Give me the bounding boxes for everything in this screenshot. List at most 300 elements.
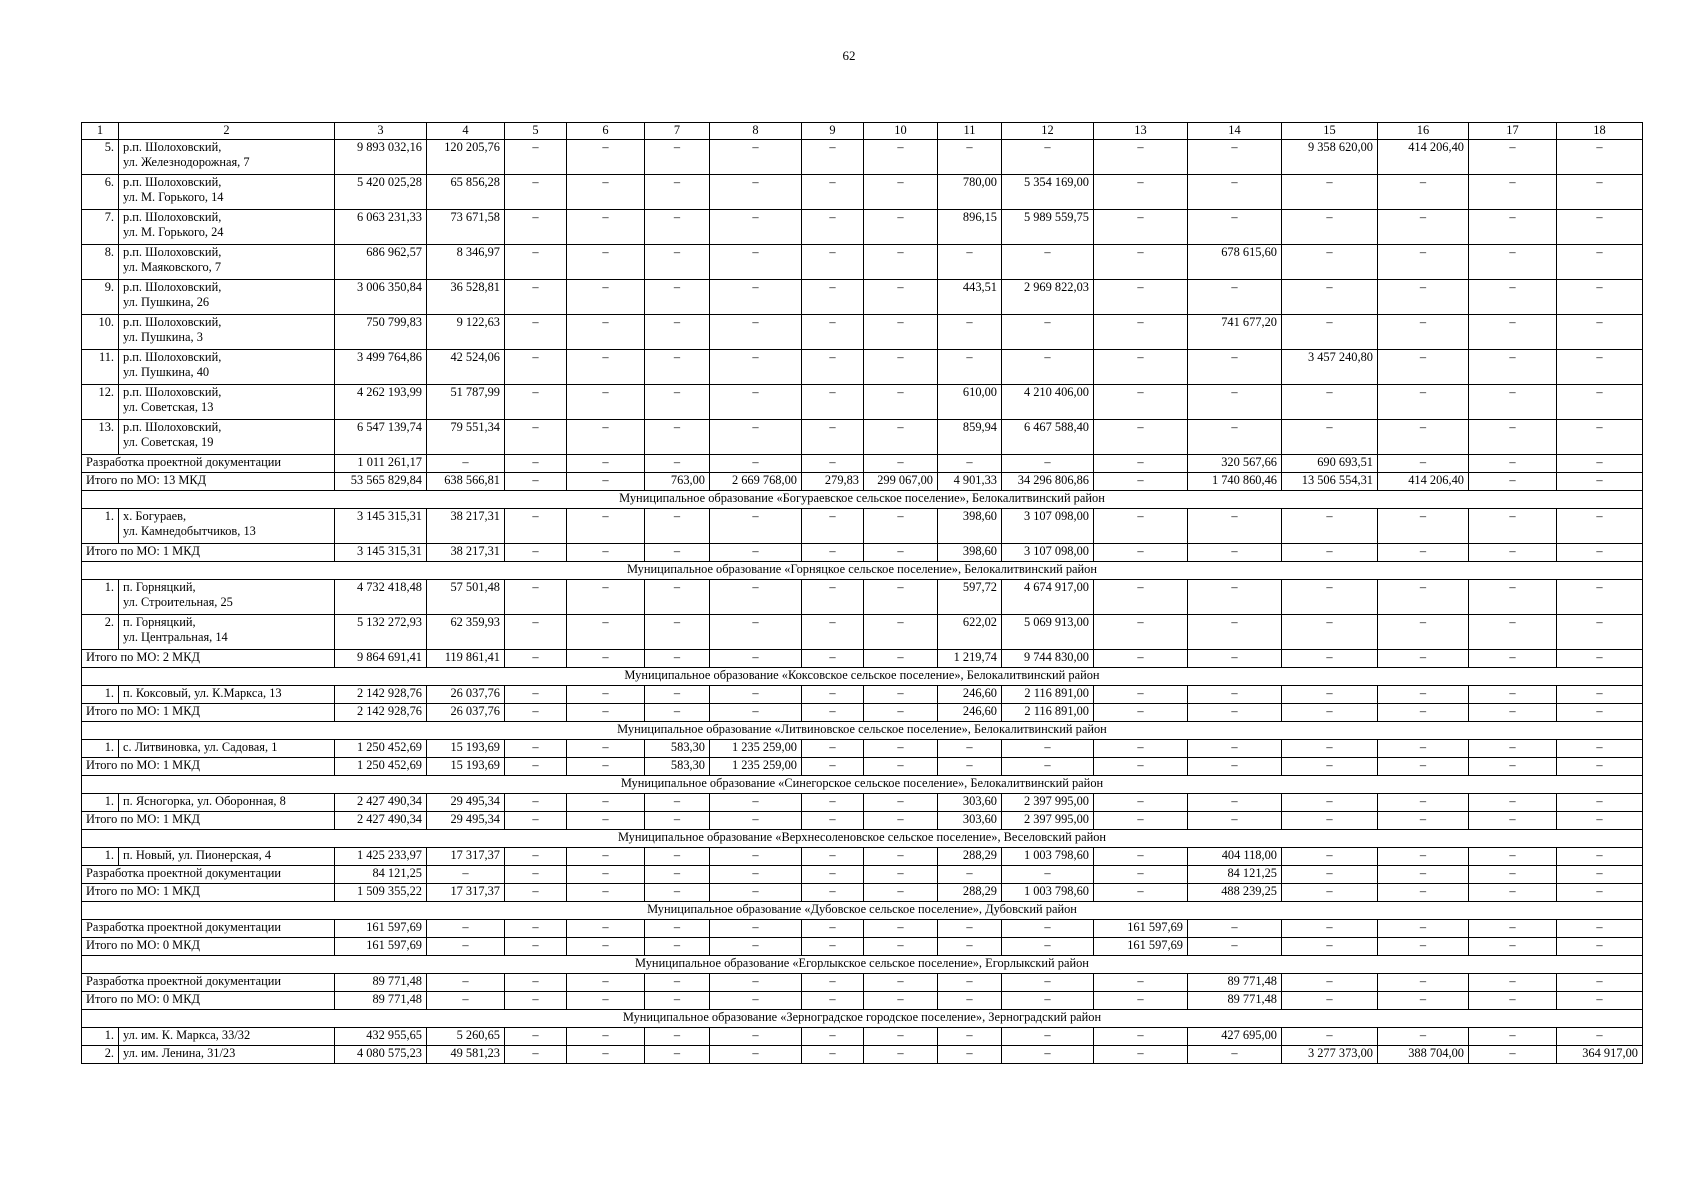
value-cell: –: [802, 758, 864, 776]
value-cell: –: [864, 884, 938, 902]
value-cell: –: [1557, 740, 1643, 758]
value-cell: –: [645, 848, 710, 866]
row-number: 1.: [82, 1028, 119, 1046]
value-cell: –: [710, 812, 802, 830]
value-cell: –: [864, 140, 938, 175]
value-cell: –: [1557, 175, 1643, 210]
value-cell: –: [1378, 1028, 1469, 1046]
value-cell: –: [567, 280, 645, 315]
value-cell: 161 597,69: [1094, 920, 1188, 938]
value-cell: 120 205,76: [427, 140, 505, 175]
section-title: Муниципальное образование «Егорлыкское сельское поселение», Егорлыкский район: [82, 956, 1643, 974]
column-header: 4: [427, 123, 505, 140]
value-cell: –: [938, 455, 1002, 473]
value-cell: –: [802, 920, 864, 938]
value-cell: –: [1094, 794, 1188, 812]
page-number: 62: [842, 48, 856, 63]
value-cell: –: [645, 509, 710, 544]
column-header: 17: [1469, 123, 1557, 140]
value-cell: –: [1378, 758, 1469, 776]
value-cell: –: [1469, 140, 1557, 175]
value-cell: –: [505, 1046, 567, 1064]
value-cell: –: [645, 385, 710, 420]
value-cell: –: [1188, 544, 1282, 562]
section-header-row: [82, 668, 1643, 686]
summary-label: Итого по МО: 1 МКД: [82, 812, 335, 830]
value-cell: –: [802, 315, 864, 350]
value-cell: –: [802, 420, 864, 455]
value-cell: 3 457 240,80: [1282, 350, 1378, 385]
value-cell: –: [1378, 280, 1469, 315]
summary-label: Итого по МО: 1 МКД: [82, 544, 335, 562]
value-cell: –: [1282, 385, 1378, 420]
value-cell: –: [802, 866, 864, 884]
value-cell: 84 121,25: [335, 866, 427, 884]
value-cell: –: [645, 650, 710, 668]
value-cell: –: [567, 920, 645, 938]
value-cell: –: [802, 812, 864, 830]
value-cell: –: [1282, 280, 1378, 315]
value-cell: –: [505, 315, 567, 350]
address-line: р.п. Шолоховский,: [123, 420, 222, 434]
value-cell: –: [1378, 544, 1469, 562]
value-cell: –: [1282, 794, 1378, 812]
value-cell: –: [938, 992, 1002, 1010]
summary-row: [82, 812, 1643, 830]
value-cell: 3 006 350,84: [335, 280, 427, 315]
value-cell: –: [938, 866, 1002, 884]
value-cell: –: [1282, 740, 1378, 758]
value-cell: –: [710, 866, 802, 884]
value-cell: –: [1188, 350, 1282, 385]
address-line: ул. Советская, 13: [123, 399, 214, 414]
value-cell: –: [1557, 812, 1643, 830]
value-cell: –: [1094, 686, 1188, 704]
value-cell: 9 864 691,41: [335, 650, 427, 668]
value-cell: –: [1188, 758, 1282, 776]
value-cell: –: [1188, 580, 1282, 615]
summary-label: Итого по МО: 13 МКД: [82, 473, 335, 491]
column-header: 5: [505, 123, 567, 140]
value-cell: –: [1094, 650, 1188, 668]
row-number: 6.: [82, 175, 119, 210]
summary-label: Разработка проектной документации: [82, 866, 335, 884]
value-cell: 398,60: [938, 509, 1002, 544]
value-cell: 6 547 139,74: [335, 420, 427, 455]
address-line: р.п. Шолоховский,: [123, 210, 222, 224]
value-cell: 2 116 891,00: [1002, 704, 1094, 722]
value-cell: 2 669 768,00: [710, 473, 802, 491]
value-cell: –: [1188, 938, 1282, 956]
value-cell: –: [1282, 866, 1378, 884]
address-cell: [119, 794, 335, 812]
value-cell: –: [802, 686, 864, 704]
value-cell: –: [802, 210, 864, 245]
value-cell: –: [802, 794, 864, 812]
value-cell: –: [427, 455, 505, 473]
value-cell: –: [567, 544, 645, 562]
value-cell: 741 677,20: [1188, 315, 1282, 350]
value-cell: –: [710, 848, 802, 866]
address-line: п. Ясногорка, ул. Оборонная, 8: [123, 794, 286, 808]
value-cell: 299 067,00: [864, 473, 938, 491]
address-cell: [119, 740, 335, 758]
address-cell: [119, 615, 335, 650]
value-cell: 2 427 490,34: [335, 812, 427, 830]
address-line: ул. Маяковского, 7: [123, 259, 222, 274]
value-cell: –: [1002, 350, 1094, 385]
value-cell: –: [710, 974, 802, 992]
value-cell: 678 615,60: [1188, 245, 1282, 280]
section-title: Муниципальное образование «Зерноградское городское поселение», Зерноградский район: [82, 1010, 1643, 1028]
value-cell: –: [645, 812, 710, 830]
value-cell: –: [802, 1028, 864, 1046]
value-cell: –: [505, 686, 567, 704]
value-cell: –: [567, 740, 645, 758]
table-row: [82, 509, 1643, 544]
value-cell: –: [1378, 920, 1469, 938]
value-cell: –: [864, 974, 938, 992]
value-cell: –: [802, 245, 864, 280]
value-cell: –: [645, 1028, 710, 1046]
address-cell: [119, 140, 335, 175]
value-cell: –: [1469, 920, 1557, 938]
value-cell: –: [567, 812, 645, 830]
address-line: ул. М. Горького, 14: [123, 189, 224, 204]
value-cell: –: [1094, 175, 1188, 210]
value-cell: –: [645, 920, 710, 938]
value-cell: –: [427, 920, 505, 938]
value-cell: –: [1378, 812, 1469, 830]
value-cell: –: [567, 992, 645, 1010]
value-cell: –: [1469, 350, 1557, 385]
value-cell: –: [802, 992, 864, 1010]
value-cell: –: [1282, 1028, 1378, 1046]
value-cell: –: [1469, 938, 1557, 956]
value-cell: –: [1282, 544, 1378, 562]
column-header: 1: [82, 123, 119, 140]
value-cell: 1 509 355,22: [335, 884, 427, 902]
value-cell: –: [1094, 385, 1188, 420]
value-cell: –: [1188, 615, 1282, 650]
address-cell: [119, 1046, 335, 1064]
value-cell: –: [864, 920, 938, 938]
value-cell: –: [938, 245, 1002, 280]
value-cell: –: [1282, 175, 1378, 210]
value-cell: 2 397 995,00: [1002, 794, 1094, 812]
value-cell: –: [567, 580, 645, 615]
address-line: р.п. Шолоховский,: [123, 385, 222, 399]
value-cell: 17 317,37: [427, 884, 505, 902]
value-cell: 4 210 406,00: [1002, 385, 1094, 420]
value-cell: 57 501,48: [427, 580, 505, 615]
value-cell: –: [1557, 509, 1643, 544]
value-cell: –: [645, 175, 710, 210]
value-cell: 414 206,40: [1378, 473, 1469, 491]
value-cell: –: [1094, 140, 1188, 175]
value-cell: –: [1094, 615, 1188, 650]
value-cell: –: [645, 866, 710, 884]
value-cell: –: [1378, 615, 1469, 650]
value-cell: –: [1557, 385, 1643, 420]
table-row: [82, 245, 1643, 280]
section-header-row: [82, 562, 1643, 580]
value-cell: –: [864, 740, 938, 758]
value-cell: 5 132 272,93: [335, 615, 427, 650]
value-cell: –: [1469, 992, 1557, 1010]
summary-label: Итого по МО: 1 МКД: [82, 884, 335, 902]
value-cell: –: [1002, 315, 1094, 350]
address-cell: [119, 175, 335, 210]
value-cell: 4 080 575,23: [335, 1046, 427, 1064]
value-cell: 49 581,23: [427, 1046, 505, 1064]
section-header-row: [82, 830, 1643, 848]
value-cell: 5 069 913,00: [1002, 615, 1094, 650]
value-cell: –: [1188, 385, 1282, 420]
value-cell: –: [427, 974, 505, 992]
value-cell: –: [1557, 140, 1643, 175]
value-cell: –: [1282, 580, 1378, 615]
summary-row: [82, 455, 1643, 473]
value-cell: –: [710, 509, 802, 544]
value-cell: –: [645, 315, 710, 350]
value-cell: –: [505, 385, 567, 420]
value-cell: 303,60: [938, 794, 1002, 812]
value-cell: –: [1378, 385, 1469, 420]
value-cell: –: [567, 848, 645, 866]
value-cell: –: [710, 794, 802, 812]
address-line: ул. Строительная, 25: [123, 594, 233, 609]
value-cell: –: [1557, 210, 1643, 245]
value-cell: –: [938, 974, 1002, 992]
value-cell: –: [1469, 686, 1557, 704]
value-cell: 119 861,41: [427, 650, 505, 668]
table-row: [82, 175, 1643, 210]
table-row: [82, 740, 1643, 758]
value-cell: –: [1557, 245, 1643, 280]
value-cell: –: [1557, 794, 1643, 812]
value-cell: –: [1002, 740, 1094, 758]
value-cell: –: [645, 580, 710, 615]
value-cell: 15 193,69: [427, 758, 505, 776]
row-number: 1.: [82, 794, 119, 812]
summary-row: [82, 704, 1643, 722]
row-number: 10.: [82, 315, 119, 350]
value-cell: –: [1282, 974, 1378, 992]
value-cell: –: [1188, 650, 1282, 668]
value-cell: –: [505, 580, 567, 615]
value-cell: 1 003 798,60: [1002, 848, 1094, 866]
value-cell: –: [1002, 245, 1094, 280]
address-line: р.п. Шолоховский,: [123, 315, 222, 329]
value-cell: 8 346,97: [427, 245, 505, 280]
value-cell: –: [505, 884, 567, 902]
value-cell: –: [1188, 420, 1282, 455]
column-header: 11: [938, 123, 1002, 140]
value-cell: –: [1002, 1046, 1094, 1064]
value-cell: 62 359,93: [427, 615, 505, 650]
value-cell: –: [645, 992, 710, 1010]
summary-label: Итого по МО: 1 МКД: [82, 758, 335, 776]
table-row: [82, 385, 1643, 420]
value-cell: –: [567, 794, 645, 812]
value-cell: –: [1557, 704, 1643, 722]
value-cell: 4 732 418,48: [335, 580, 427, 615]
section-title: Муниципальное образование «Горняцкое сельское поселение», Белокалитвинский район: [82, 562, 1643, 580]
value-cell: –: [710, 175, 802, 210]
value-cell: –: [1469, 615, 1557, 650]
column-header: 7: [645, 123, 710, 140]
value-cell: 89 771,48: [335, 974, 427, 992]
value-cell: –: [645, 1046, 710, 1064]
value-cell: –: [645, 280, 710, 315]
value-cell: –: [1469, 420, 1557, 455]
value-cell: 1 219,74: [938, 650, 1002, 668]
value-cell: 246,60: [938, 704, 1002, 722]
address-line: р.п. Шолоховский,: [123, 280, 222, 294]
value-cell: 3 499 764,86: [335, 350, 427, 385]
value-cell: –: [710, 350, 802, 385]
value-cell: –: [864, 580, 938, 615]
value-cell: –: [864, 544, 938, 562]
value-cell: –: [710, 1028, 802, 1046]
row-number: 12.: [82, 385, 119, 420]
value-cell: –: [1188, 140, 1282, 175]
value-cell: –: [1469, 974, 1557, 992]
value-cell: 5 420 025,28: [335, 175, 427, 210]
value-cell: –: [505, 210, 567, 245]
value-cell: 1 235 259,00: [710, 758, 802, 776]
value-cell: –: [938, 1046, 1002, 1064]
value-cell: 42 524,06: [427, 350, 505, 385]
value-cell: –: [645, 245, 710, 280]
value-cell: 896,15: [938, 210, 1002, 245]
summary-label: Итого по МО: 1 МКД: [82, 704, 335, 722]
row-number: 9.: [82, 280, 119, 315]
value-cell: –: [1378, 992, 1469, 1010]
value-cell: –: [1282, 920, 1378, 938]
value-cell: 610,00: [938, 385, 1002, 420]
address-line: х. Богураев,: [123, 509, 187, 523]
value-cell: 4 674 917,00: [1002, 580, 1094, 615]
value-cell: 9 358 620,00: [1282, 140, 1378, 175]
value-cell: –: [864, 210, 938, 245]
value-cell: –: [1378, 938, 1469, 956]
value-cell: 6 467 588,40: [1002, 420, 1094, 455]
value-cell: 404 118,00: [1188, 848, 1282, 866]
address-cell: [119, 280, 335, 315]
value-cell: –: [864, 509, 938, 544]
value-cell: –: [938, 740, 1002, 758]
summary-row: [82, 866, 1643, 884]
value-cell: –: [1378, 866, 1469, 884]
value-cell: –: [1094, 740, 1188, 758]
value-cell: –: [1188, 1046, 1282, 1064]
value-cell: –: [1469, 1028, 1557, 1046]
value-cell: –: [864, 1028, 938, 1046]
value-cell: –: [710, 544, 802, 562]
value-cell: –: [802, 704, 864, 722]
value-cell: –: [645, 420, 710, 455]
value-cell: –: [505, 350, 567, 385]
value-cell: –: [938, 350, 1002, 385]
value-cell: –: [802, 280, 864, 315]
value-cell: –: [505, 704, 567, 722]
value-cell: –: [1188, 794, 1282, 812]
value-cell: –: [710, 420, 802, 455]
value-cell: –: [710, 884, 802, 902]
value-cell: –: [802, 1046, 864, 1064]
value-cell: 638 566,81: [427, 473, 505, 491]
value-cell: –: [1557, 420, 1643, 455]
row-number: 8.: [82, 245, 119, 280]
address-cell: [119, 1028, 335, 1046]
summary-row: [82, 920, 1643, 938]
table-row: [82, 580, 1643, 615]
value-cell: 29 495,34: [427, 794, 505, 812]
value-cell: –: [1188, 920, 1282, 938]
value-cell: –: [567, 140, 645, 175]
value-cell: 65 856,28: [427, 175, 505, 210]
value-cell: –: [938, 315, 1002, 350]
value-cell: 414 206,40: [1378, 140, 1469, 175]
value-cell: –: [1557, 580, 1643, 615]
value-cell: –: [1557, 473, 1643, 491]
summary-row: [82, 758, 1643, 776]
value-cell: –: [505, 650, 567, 668]
value-cell: –: [1469, 175, 1557, 210]
address-line: ул. Советская, 19: [123, 434, 214, 449]
section-title: Муниципальное образование «Верхнесоленовское сельское поселение», Веселовский район: [82, 830, 1643, 848]
value-cell: –: [1094, 210, 1188, 245]
value-cell: –: [505, 509, 567, 544]
value-cell: 26 037,76: [427, 686, 505, 704]
value-cell: –: [1469, 509, 1557, 544]
value-cell: –: [1094, 580, 1188, 615]
value-cell: –: [1378, 175, 1469, 210]
value-cell: –: [710, 315, 802, 350]
row-number: 2.: [82, 615, 119, 650]
row-number: 11.: [82, 350, 119, 385]
address-cell: [119, 420, 335, 455]
value-cell: –: [1469, 1046, 1557, 1064]
value-cell: –: [1094, 884, 1188, 902]
value-cell: –: [802, 740, 864, 758]
value-cell: –: [567, 650, 645, 668]
value-cell: –: [1094, 848, 1188, 866]
value-cell: 53 565 829,84: [335, 473, 427, 491]
value-cell: –: [802, 580, 864, 615]
value-cell: –: [1469, 473, 1557, 491]
value-cell: –: [864, 245, 938, 280]
value-cell: 443,51: [938, 280, 1002, 315]
value-cell: –: [938, 1028, 1002, 1046]
column-header: 2: [119, 123, 335, 140]
value-cell: –: [645, 350, 710, 385]
value-cell: –: [505, 615, 567, 650]
value-cell: –: [864, 866, 938, 884]
value-cell: –: [710, 385, 802, 420]
value-cell: –: [1188, 210, 1282, 245]
summary-label: Разработка проектной документации: [82, 974, 335, 992]
address-line: ул. М. Горького, 24: [123, 224, 224, 239]
value-cell: –: [645, 938, 710, 956]
value-cell: 9 744 830,00: [1002, 650, 1094, 668]
value-cell: 1 235 259,00: [710, 740, 802, 758]
value-cell: –: [710, 280, 802, 315]
summary-row: [82, 544, 1643, 562]
value-cell: –: [645, 615, 710, 650]
